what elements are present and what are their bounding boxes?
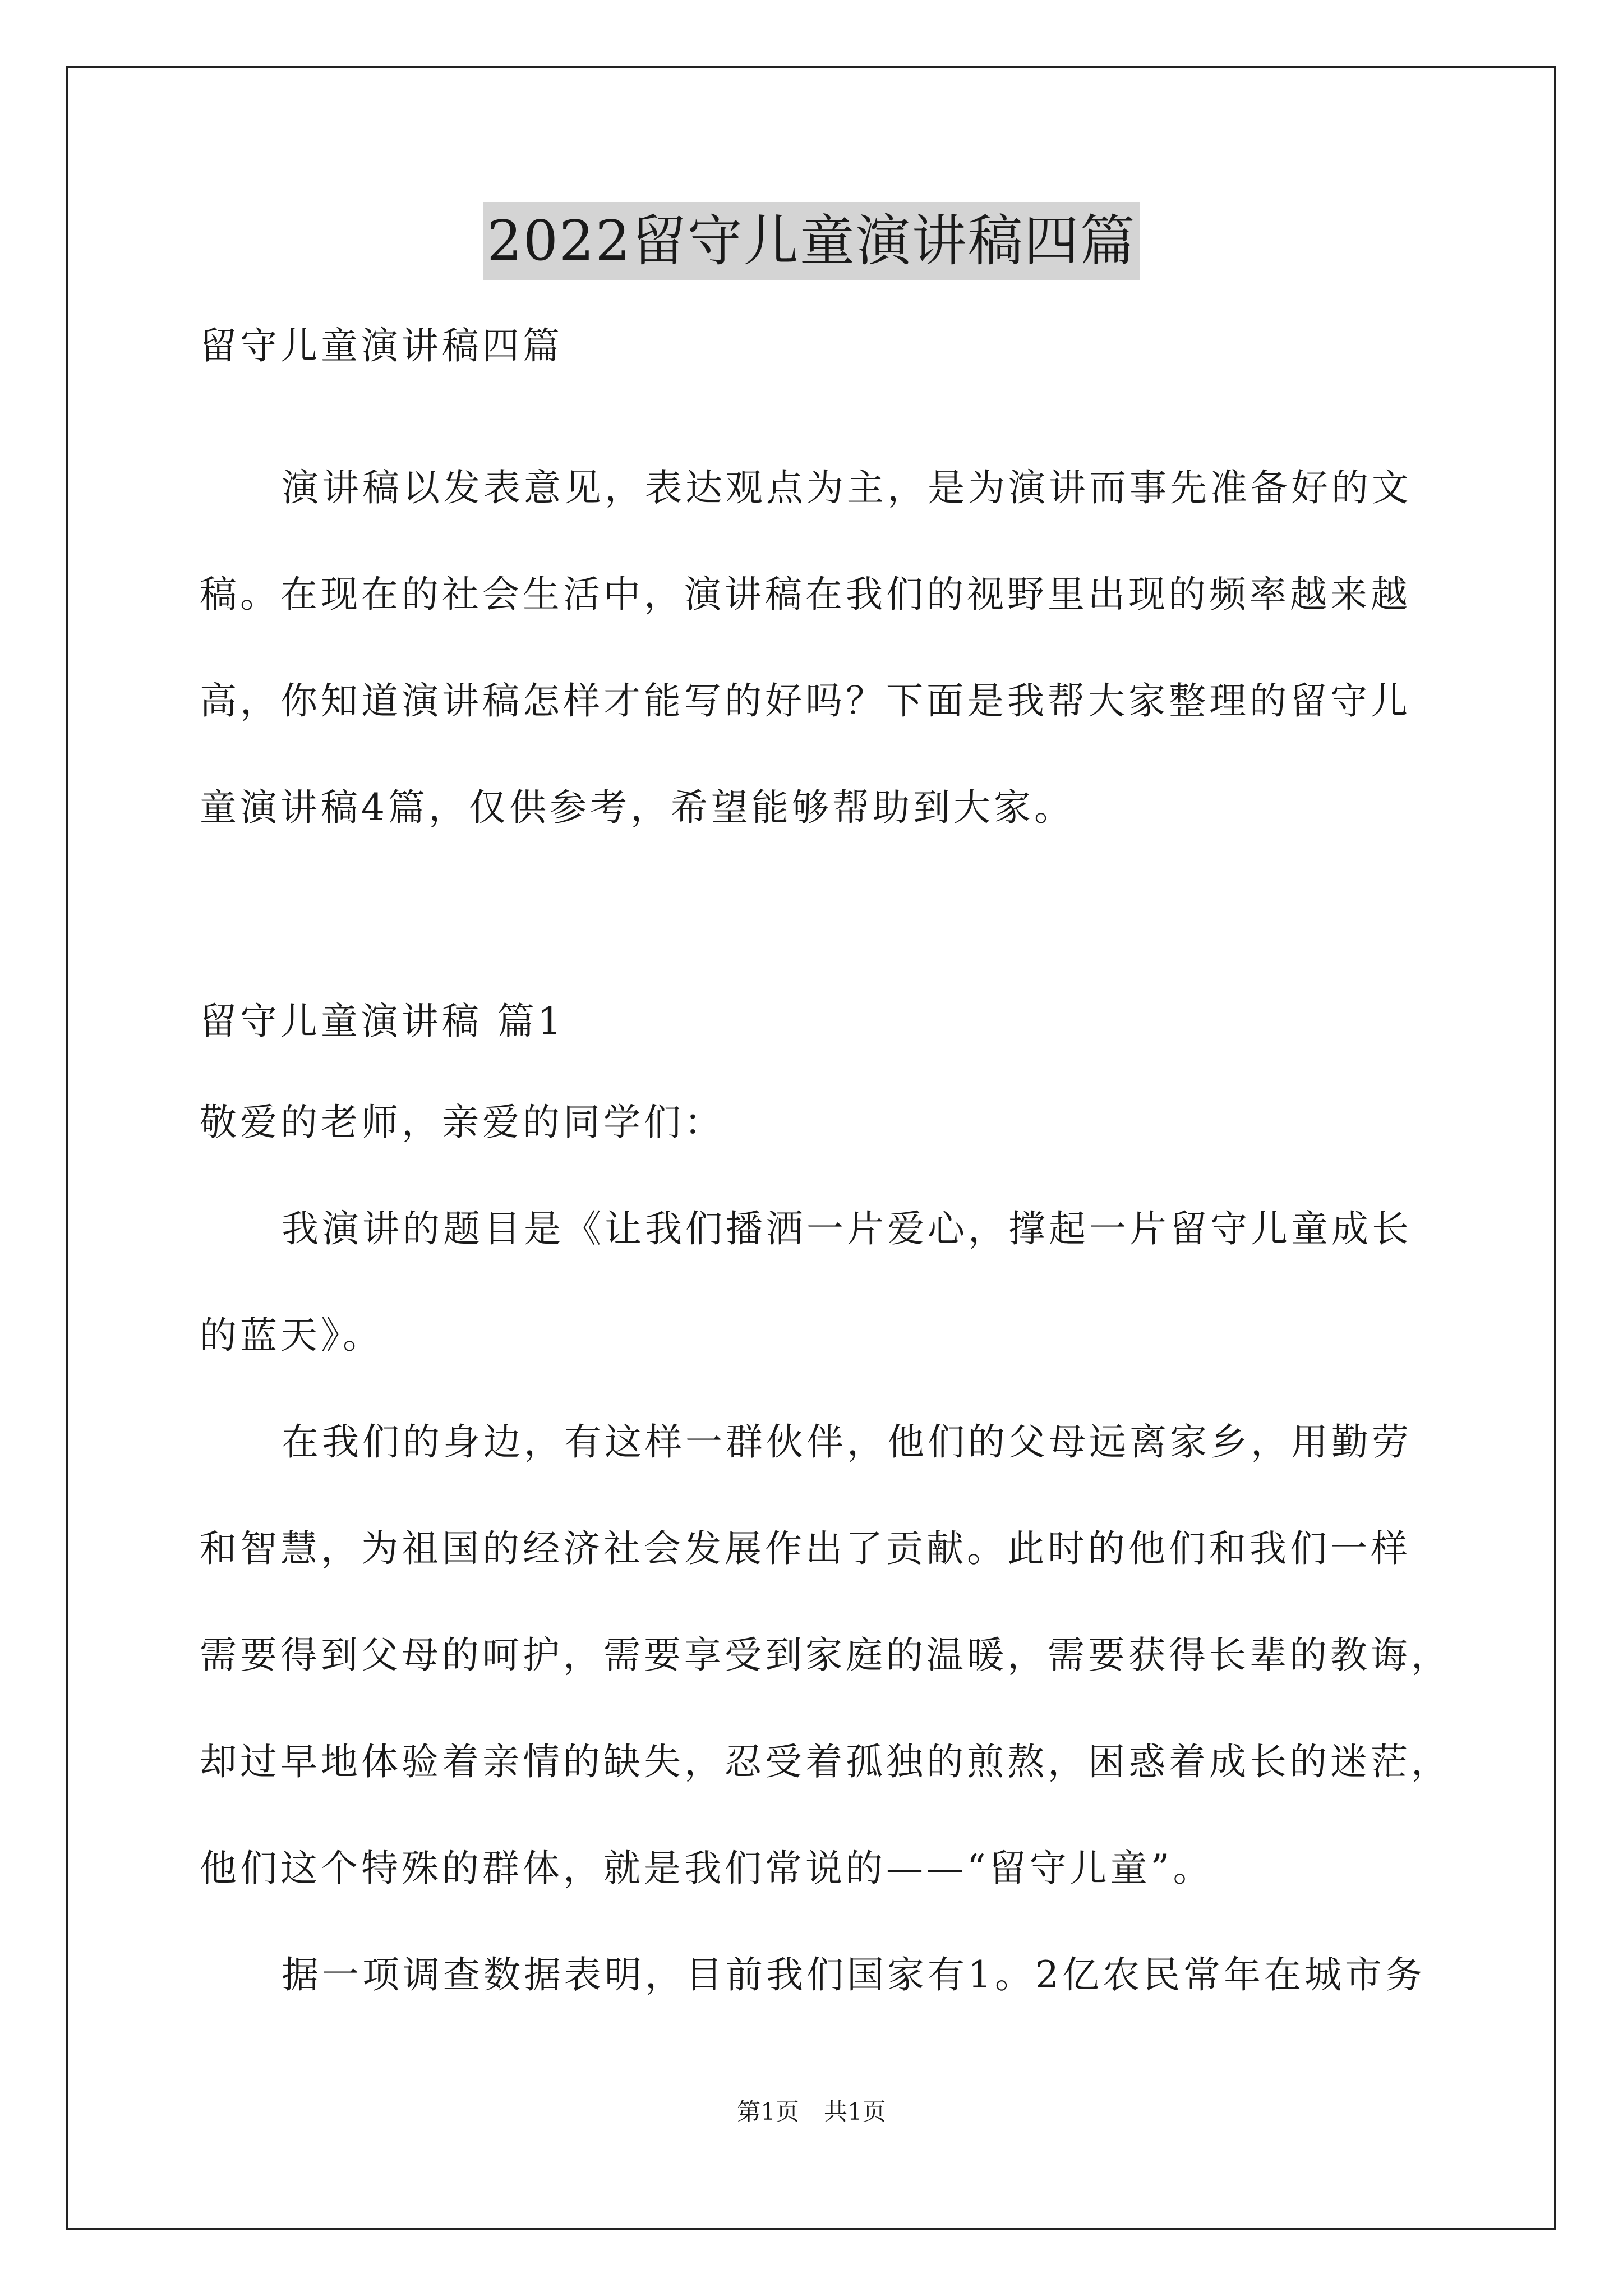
paragraph-line: 他们这个特殊的群体，就是我们常说的——“留守儿童”。 <box>200 1847 1214 1890</box>
paragraph-line: 稿。在现在的社会生活中，演讲稿在我们的视野里出现的频率越来越 <box>200 573 1411 616</box>
page-number: 第1页 <box>737 2098 799 2125</box>
title-container <box>0 202 1623 280</box>
page-footer <box>0 2095 1623 2129</box>
page-border <box>66 66 1556 2230</box>
paragraph-line: 的蓝天》。 <box>200 1314 383 1357</box>
paragraph-line: 我演讲的题目是《让我们播洒一片爱心，撑起一片留守儿童成长 <box>282 1207 1412 1250</box>
paragraph-line: 高，你知道演讲稿怎样才能写的好吗？下面是我帮大家整理的留守儿 <box>200 679 1411 723</box>
paragraph-line: 却过早地体验着亲情的缺失，忍受着孤独的煎熬，困惑着成长的迷茫， <box>200 1740 1451 1783</box>
paragraph-line: 据一项调查数据表明，目前我们国家有1。2亿农民常年在城市务 <box>282 1953 1426 1996</box>
paragraph-line: 在我们的身边，有这样一群伙伴，他们的父母远离家乡，用勤劳 <box>282 1420 1412 1464</box>
section-heading: 留守儿童演讲稿 篇1 <box>200 1000 565 1043</box>
paragraph-line: 需要得到父母的呵护，需要享受到家庭的温暖，需要获得长辈的教诲， <box>200 1634 1451 1677</box>
document-title: 2022留守儿童演讲稿四篇 <box>483 202 1139 280</box>
paragraph-line: 和智慧，为祖国的经济社会发展作出了贡献。此时的他们和我们一样 <box>200 1527 1411 1570</box>
salutation-line: 敬爱的老师，亲爱的同学们： <box>200 1101 725 1144</box>
paragraph-line: 童演讲稿4篇，仅供参考，希望能够帮助到大家。 <box>200 786 1075 829</box>
paragraph-line: 演讲稿以发表意见，表达观点为主，是为演讲而事先准备好的文 <box>282 466 1412 509</box>
page-total: 共1页 <box>824 2098 886 2125</box>
subtitle-line: 留守儿童演讲稿四篇 <box>200 324 563 367</box>
